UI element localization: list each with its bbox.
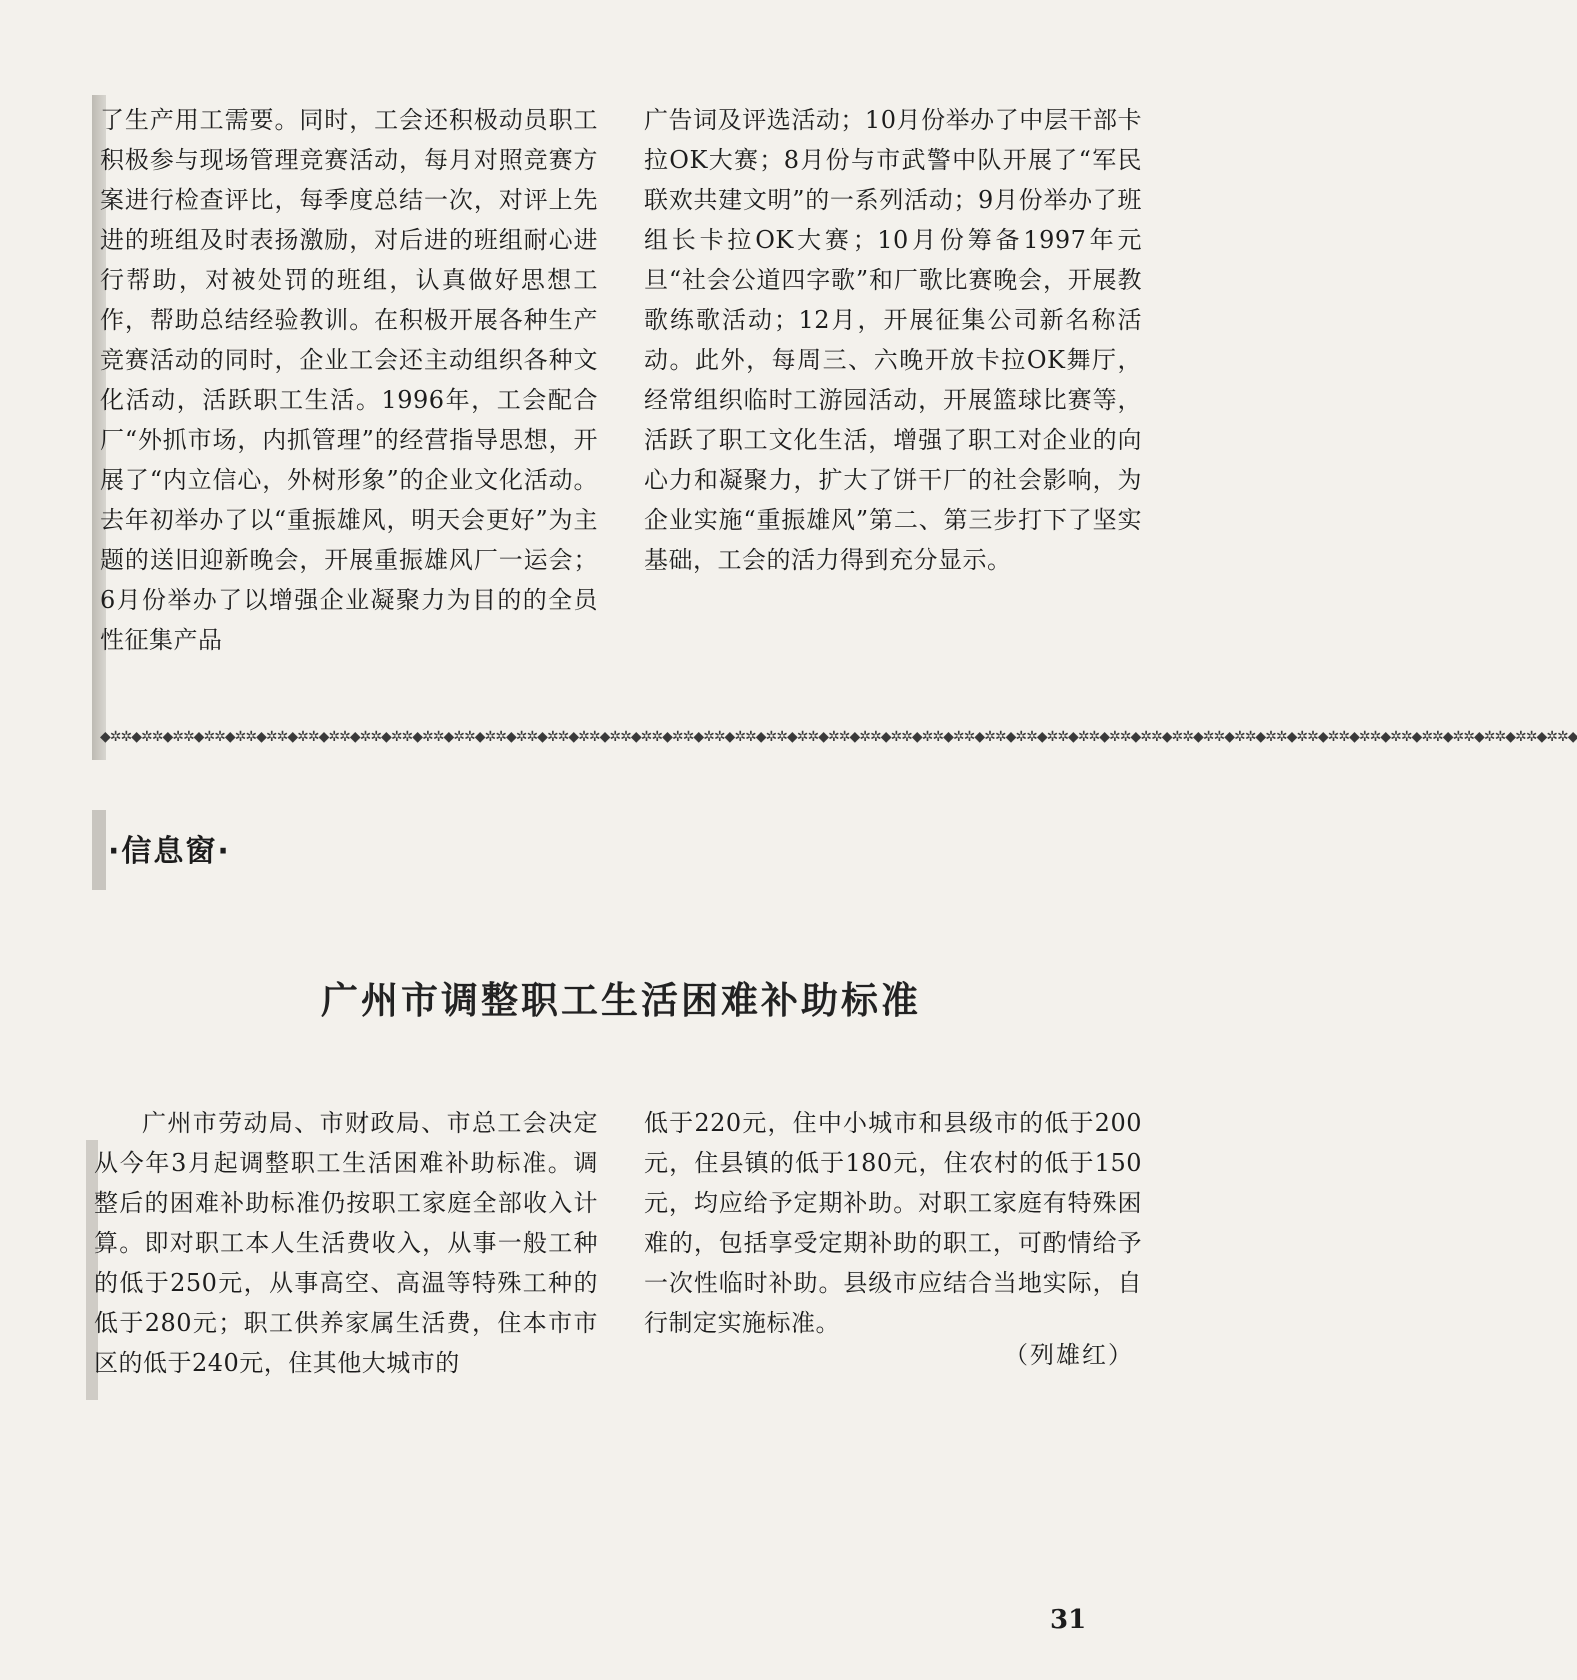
page-number: 31 [1050, 1605, 1087, 1635]
article-title: 广州市调整职工生活困难补助标准 [321, 979, 921, 1022]
paragraph: 低于220元，住中小城市和县级市的低于200元，住县镇的低于180元，住农村的低于150元，均应给予定期补助。对职工家庭有特殊困难的，包括享受定期补助的职工，可酌情给予一次性临时补助。县级市应结合当地实际，自行制定实施标准。 [644, 1109, 1142, 1337]
ornamental-divider: ◆✲✲◆✲✲◆✲✲◆✲✲◆✲✲◆✲✲◆✲✲◆✲✲◆✲✲◆✲✲◆✲✲◆✲✲◆✲✲◆✲✲◆✲✲◆✲✲◆✲✲◆✲✲◆✲✲◆✲✲◆✲✲◆✲✲◆✲✲◆✲✲◆✲✲◆✲✲◆✲✲◆✲✲◆✲✲◆✲✲◆✲✲◆✲✲◆✲✲◆✲✲◆✲✲◆✲✲◆✲✲◆✲✲◆✲✲◆✲✲◆✲✲◆✲✲◆✲✲◆✲✲◆✲✲◆✲✲◆✲✲◆ [100, 729, 1577, 745]
section-label: ·信息窗· [108, 834, 231, 869]
author-credit: （列雄红） [1004, 1341, 1134, 1369]
page-spine-shadow [92, 810, 106, 890]
paragraph: 了生产用工需要。同时，工会还积极动员职工积极参与现场管理竞赛活动，每月对照竞赛方案进行检查评比，每季度总结一次，对评上先进的班组及时表扬激励，对后进的班组耐心进行帮助，对被处罚的班组，认真做好思想工作，帮助总结经验教训。在积极开展各种生产竞赛活动的同时，企业工会还主动组织各种文化活动，活跃职工生活。1996年，工会配合厂“外抓市场，内抓管理”的经营指导思想，开展了“内立信心，外树形象”的企业文化活动。去年初举办了以“重振雄风，明天会更好”为主题的送旧迎新晚会，开展重振雄风厂一运会；6月份举办了以增强企业凝聚力为目的的全员性征集产品 [100, 106, 598, 654]
paragraph: 广告词及评选活动；10月份举办了中层干部卡拉OK大赛；8月份与市武警中队开展了“军民联欢共建文明”的一系列活动；9月份举办了班组长卡拉OK大赛；10月份筹备1997年元旦“社会公道四字歌”和厂歌比赛晚会，开展教歌练歌活动；12月，开展征集公司新名称活动。此外，每周三、六晚开放卡拉OK舞厅，经常组织临时工游园活动，开展篮球比赛等，活跃了职工文化生活，增强了职工对企业的向心力和凝聚力，扩大了饼干厂的社会影响，为企业实施“重振雄风”第二、第三步打下了坚实基础，工会的活力得到充分显示。 [644, 106, 1142, 574]
paragraph: 广州市劳动局、市财政局、市总工会决定从今年3月起调整职工生活困难补助标准。调整后的困难补助标准仍按职工家庭全部收入计算。即对职工本人生活费收入，从事一般工种的低于250元，从事高空、高温等特殊工种的低于280元；职工供养家属生活费，住本市市区的低于240元，住其他大城市的 [94, 1109, 598, 1377]
article-column-left [100, 100, 598, 660]
article-column-left [94, 1103, 598, 1383]
article-column-right [644, 1103, 1142, 1343]
article-column-right [644, 100, 1142, 580]
